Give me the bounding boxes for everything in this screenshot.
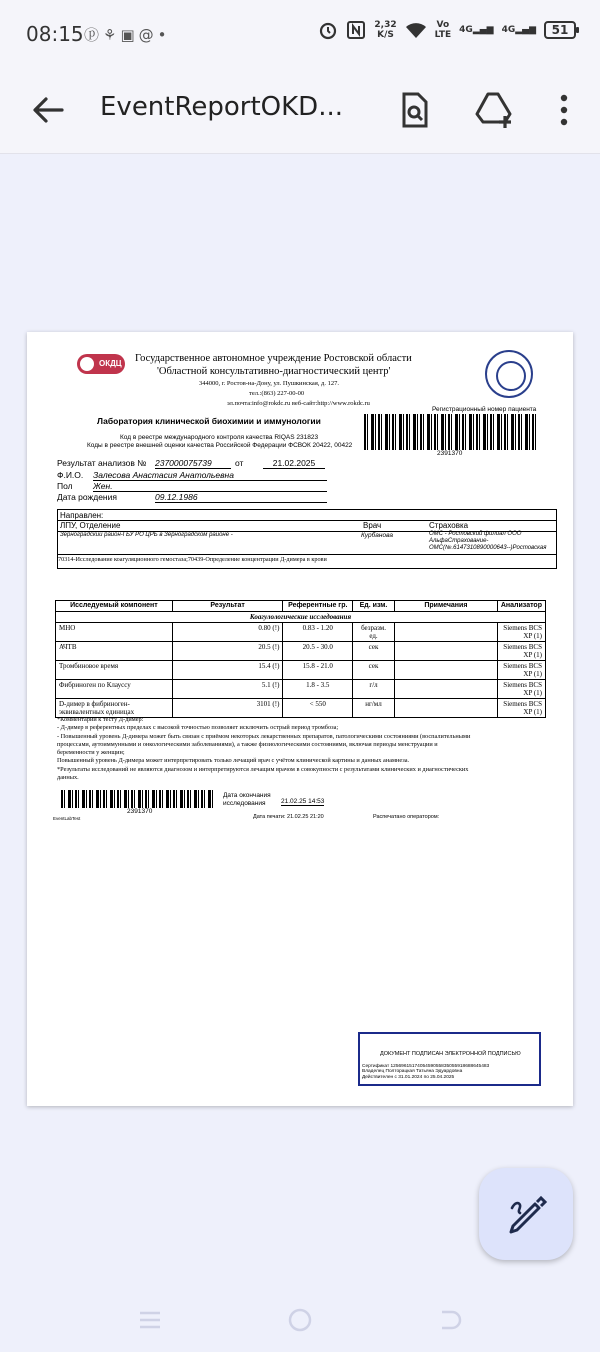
alarm-icon [318, 20, 338, 40]
end-date-label: Дата окончания исследования [223, 792, 271, 807]
volte-indicator: Vo LTE [434, 20, 452, 40]
patient-barcode [364, 414, 538, 450]
address: 344000, г. Ростов-на-Дону, ул. Пушкинская, д. 127. [199, 380, 339, 387]
footer-barcode [61, 790, 215, 808]
recent-apps-icon[interactable] [138, 1308, 162, 1332]
pen-sparkle-icon [479, 1168, 573, 1260]
comments: *Комментарии к тесту Д-димер: - Д-димер в референтных пределах с высокой точностью позволяет исключить острый период тромбоза; - Повышенный уровень Д-димера может быть связан с приёмом некоторых лекарственных препаратов, патологическими состояниями (воспалительными процессами, аутоиммунными и онкологическими заболеваниями), а также физиологическими состояниями, включая периоды менструации и беременности у женщин; Повышенный уровень Д-димера может интерпретировать только лечащий врач с учётом клинической картины и данных анамнеза. *Результаты исследований не являются диагнозом и интерпретируются лечащим врачом в совокупности с результатами клинических и диагностических данных. [57, 716, 471, 782]
col-component: Исследуемый компонент [56, 601, 173, 612]
print-date: Дата печати: 21.02.25 21:20 [253, 814, 324, 820]
order-line: 70314-Исследование коагуляционного гемостаза;70439-Определение концентрации Д-димера в крови [58, 556, 327, 563]
riqas-line: Код в реестре международного контроля качества RIQAS 231823 [120, 434, 319, 441]
end-date-value: 21.02.25 14:53 [281, 798, 325, 805]
more-options-icon[interactable] [542, 88, 586, 132]
at-icon: @ [138, 26, 158, 44]
signature-title: ДОКУМЕНТ ПОДПИСАН ЭЛЕКТРОННОЙ ПОДПИСЬЮ [380, 1051, 521, 1057]
clock: 08:15 [26, 22, 84, 46]
insurance-value: ОМС - Ростовский филиал ООО АльфаСтрахование- ОМС(№.6147310890000643--)Ростовская [429, 531, 547, 551]
document-title: EventReportOKD... [100, 92, 344, 122]
result-number: 237000075739 [155, 458, 231, 469]
more-notifications-dot-icon: • [157, 26, 171, 44]
org-line-1: Государственное автономное учреждение Ростовской области [135, 353, 412, 364]
home-icon[interactable] [286, 1306, 314, 1334]
back-nav-icon[interactable] [438, 1308, 462, 1332]
document-notification-icon: ▣ [120, 26, 139, 44]
network-speed: 2,32 K/S [374, 20, 397, 40]
pinterest-icon: ⓟ [84, 26, 104, 44]
reg-number-label: Регистрационный номер пациента [432, 406, 537, 413]
wifi-icon [405, 21, 427, 39]
col-notes: Примечания [394, 601, 497, 612]
table-header-row [56, 601, 546, 612]
dob-label: Дата рождения [57, 492, 117, 502]
lpu-value: Зерноградский район-ГБУ РО ЦРБ в Зерноградском районе - [60, 532, 233, 538]
app-notification-icon: ⚘ [103, 26, 121, 44]
col-result: Результат [172, 601, 283, 612]
col-analyzer: Анализатор [497, 601, 545, 612]
directed-label: Направлен: [60, 511, 104, 520]
results-table [55, 600, 546, 718]
edit-annotate-button[interactable] [479, 1168, 573, 1260]
org-line-2: 'Областной консультативно-диагностический центр' [157, 366, 391, 377]
signature-details: Сертификат 1256961517405459055835055918688645483 Владелец Полторацкая Татьяна Эдуардовна Действителен с 31.01.2024 по 25.04.2025 [362, 1064, 490, 1080]
back-arrow-icon[interactable] [28, 90, 68, 130]
result-label: Результат анализов № [57, 458, 147, 468]
save-to-drive-icon[interactable] [472, 88, 516, 132]
system-icons [318, 20, 576, 40]
fsvok-line: Коды в реестре внешней оценки качества Российской Федерации ФСВОК 20422, 00422 [87, 442, 353, 449]
lpu-label: ЛПУ, Отделение [60, 521, 121, 530]
sim1-signal-icon: 4G▂▄▆ [459, 25, 494, 35]
okdc-logo: ОКДЦ [77, 354, 125, 374]
electronic-signature-box [358, 1032, 541, 1086]
order-divider [57, 554, 557, 555]
nfc-icon [346, 20, 366, 40]
sex-label: Пол [57, 481, 73, 491]
dob-value: 09.12.1986 [155, 492, 327, 503]
table-row: Фибриноген по Клауссу 5.1 (!) 1.8 - 3.5 г/л Siemens BCS XP (1) [56, 680, 546, 699]
insurance-label: Страховка [429, 521, 469, 530]
system-navigation-bar [0, 1286, 600, 1352]
notification-icons [84, 24, 171, 45]
search-in-document-icon[interactable] [392, 88, 436, 132]
from-label: от [235, 458, 244, 468]
col-reference: Референтные гр. [283, 601, 353, 612]
fio-value: Залесова Анастасия Анатольевна [93, 470, 327, 481]
doctor-label: Врач [363, 521, 382, 530]
barcode-number: 2391370 [437, 450, 463, 457]
email-site: эл.почта:info@rokdc.ru веб-сайт:http://www.rokdc.ru [227, 400, 370, 407]
lab-name: Лаборатория клинической биохимии и иммунологии [97, 416, 321, 426]
printed-by: Распечатано оператором: [373, 814, 440, 820]
battery-icon: 51 [544, 21, 576, 39]
table-row: D-димер в фибриноген-эквивалентных единицах 3101 (!) < 550 нг/мл Siemens BCS XP (1) [56, 699, 546, 718]
sim2-signal-icon: 4G▂▄▆ [501, 25, 536, 35]
footer-barcode-number: 2391370 [127, 808, 153, 815]
iso-seal-icon [485, 350, 533, 398]
table-row: АЧТВ 20.5 (!) 20.5 - 30.0 сек Siemens BCS XP (1) [56, 642, 546, 661]
status-bar [0, 0, 600, 68]
top-app-bar [0, 68, 600, 154]
fio-label: Ф.И.О. [57, 470, 84, 480]
doctor-value: Курбанова [361, 532, 393, 539]
table-row: Тромбиновое время 15.4 (!) 15.8 - 21.0 сек Siemens BCS XP (1) [56, 661, 546, 680]
phone: тел.:(863) 227-00-00 [249, 390, 305, 397]
table-row: МНО 0.80 (!) 0.83 - 1.20 безразм. ед. Siemens BCS XP (1) [56, 623, 546, 642]
referral-divider [57, 520, 557, 521]
footer-left: EventLabTest [53, 816, 81, 821]
pdf-page[interactable] [27, 332, 573, 1106]
section-row: Коагулологические исследования [56, 612, 546, 623]
sex-value: Жен. [93, 481, 327, 492]
col-unit: Ед. изм. [353, 601, 395, 612]
result-date: 21.02.2025 [263, 458, 325, 469]
